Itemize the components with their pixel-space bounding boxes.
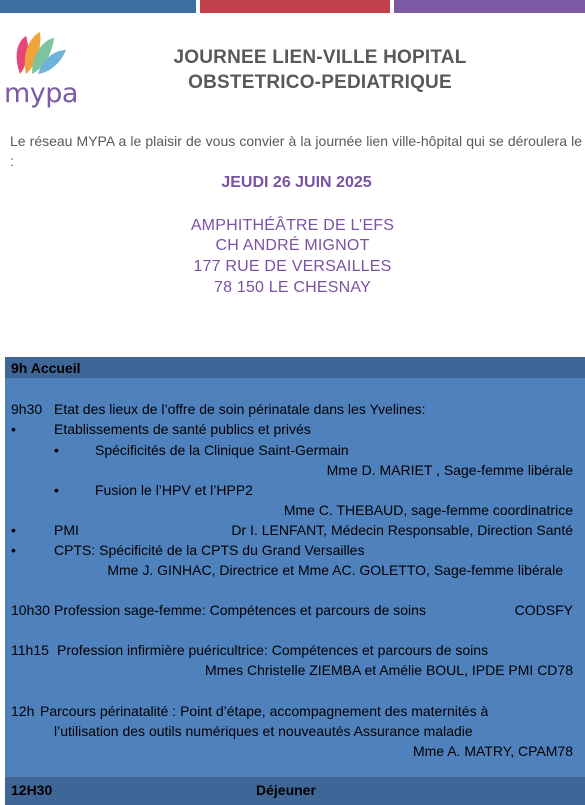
program-block: [5, 357, 585, 805]
s12-title-line1: Parcours périnatalité : Point d’étape, accompagnement des maternités à: [40, 703, 489, 719]
address-line2: CH ANDRÉ MIGNOT: [215, 237, 370, 254]
accueil-label: 9h Accueil: [11, 360, 81, 376]
intro-paragraph: Le réseau MYPA a le plaisir de vous convier à la journée lien ville-hôpital qui se déroulera le :: [10, 133, 582, 169]
bullet: •: [11, 522, 16, 538]
s930-item2: PMI: [54, 522, 79, 538]
logo-text: mypa: [4, 78, 78, 109]
s12-speaker: Mme A. MATRY, CPAM78: [412, 743, 573, 759]
s930-title: Etat des lieux de l’offre de soin périnatale dans les Yvelines:: [54, 401, 426, 417]
event-date: JEUDI 26 JUIN 2025: [221, 174, 372, 191]
s1030-time: 10h30: [11, 602, 50, 618]
s12-time: 12h: [11, 703, 35, 719]
bullet: •: [11, 542, 16, 558]
top-bar-red: [200, 0, 390, 13]
s1115-time: 11h15: [11, 642, 49, 658]
address-line4: 78 150 LE CHESNAY: [214, 279, 371, 296]
bullet: •: [54, 482, 59, 498]
s1115-title: Profession infirmière puéricultrice: Compétences et parcours de soins: [57, 642, 489, 658]
lunch-label: Déjeuner: [256, 782, 316, 798]
s1030-speaker: CODSFY: [514, 602, 573, 618]
bullet: •: [11, 421, 16, 437]
s930-item3-speaker: Mme J. GINHAC, Directrice et Mme AC. GOLETTO, Sage-femme libérale: [107, 562, 563, 578]
s930-sub1: Spécificités de la Clinique Saint-Germain: [95, 442, 349, 458]
mypa-logo: [4, 28, 82, 110]
top-bar-blue: [0, 0, 196, 13]
s930-sub2-speaker: Mme C. THEBAUD, sage-femme coordinatrice: [283, 502, 573, 518]
bullet: •: [54, 442, 59, 458]
s1030-title: Profession sage-femme: Compétences et parcours de soins: [54, 602, 426, 618]
s12-title-line2: l’utilisation des outils numériques et nouveautés Assurance maladie: [54, 723, 473, 739]
program-header-band: [5, 357, 585, 378]
s930-item1: Etablissements de santé publics et privés: [54, 421, 311, 437]
page-title-line1: JOURNEE LIEN-VILLE HOPITAL: [173, 47, 467, 68]
s930-sub2: Fusion le l’HPV et l’HPP2: [95, 482, 253, 498]
s1115-speaker: Mmes Christelle ZIEMBA et Amélie BOUL, IPDE PMI CD78: [205, 662, 573, 678]
s930-sub1-speaker: Mme D. MARIET , Sage-femme libérale: [326, 462, 573, 478]
s930-item2-speaker: Dr I. LENFANT, Médecin Responsable, Direction Santé: [231, 522, 573, 538]
s930-item3: CPTS: Spécificité de la CPTS du Grand Versailles: [54, 542, 365, 558]
s930-time: 9h30: [11, 401, 43, 417]
lunch-time: 12H30: [11, 782, 53, 798]
address-line1: AMPHITHÉÂTRE DE L’EFS: [190, 217, 395, 234]
address-line3: 177 RUE DE VERSAILLES: [193, 258, 392, 275]
mypa-petal-logo-icon: [10, 28, 70, 78]
top-bar-purple: [394, 0, 585, 13]
page-title-line2: OBSTETRICO-PEDIATRIQUE: [188, 72, 452, 93]
